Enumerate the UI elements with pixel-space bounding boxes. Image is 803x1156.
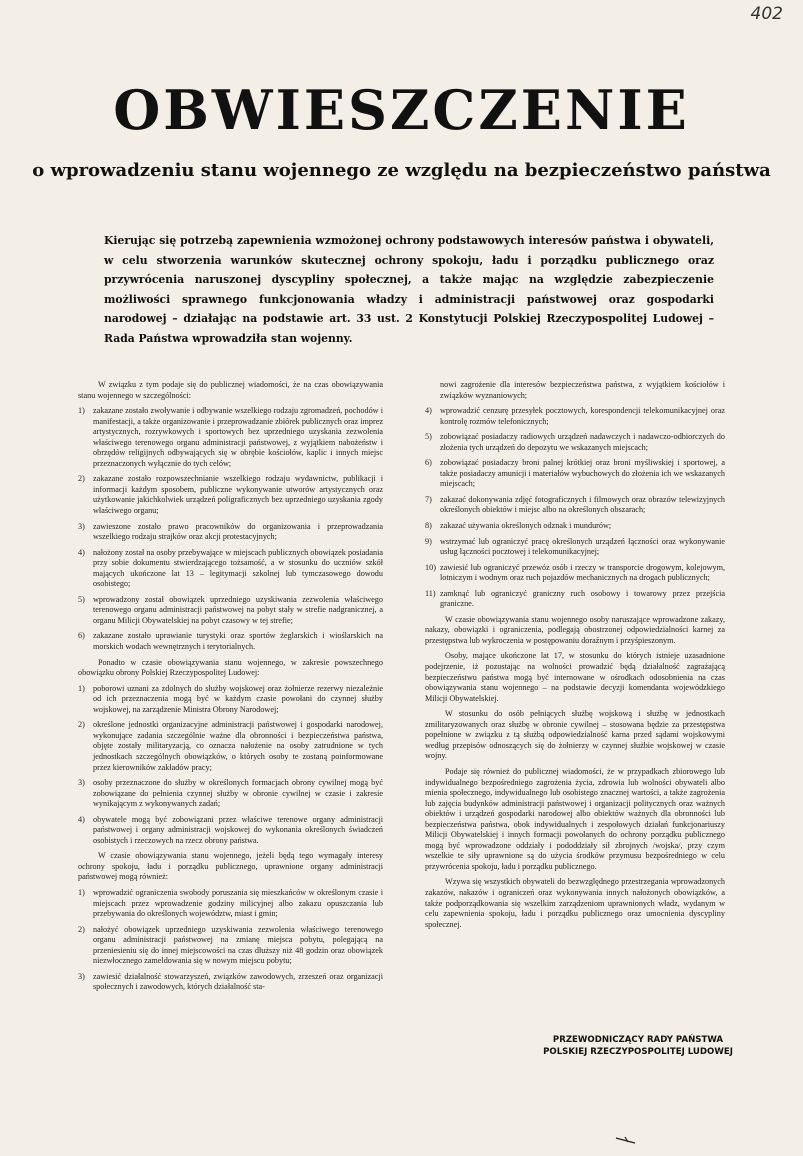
list-item: 9) wstrzymać lub ograniczyć pracę określonych urządzeń łączności oraz wykonywanie usług łączności pocztowej i telekomunikacyjnej;	[425, 536, 725, 557]
left-column	[78, 380, 383, 998]
list-item: 2) nałożyć obowiązek uprzedniego uzyskiwania zezwolenia właściwego terenowego organu administracji państwowej na zmianę miejsca pobytu, polegającą na przeniesieniu się do innej miejscowości na czas dłuższy niż 48 godzin oraz obowiązek niezwłocznego zameldowania się w nowym miejscu pobytu;	[78, 924, 383, 966]
list-item: 6) zobowiązać posiadaczy broni palnej krótkiej oraz broni myśliwskiej i sportowej, a także posiadaczy amunicji i materiałów wybuchowych do złożenia ich we wskazanych miejscach;	[425, 458, 725, 489]
list-item: 4) wprowadzić cenzurę przesyłek pocztowych, korespondencji telekomunikacyjnej oraz kontrolę rozmów telefonicznych;	[425, 406, 725, 426]
left-paragraph-2: Ponadto w czasie obowiązywania stanu wojennego, w zakresie powszechnego obowiązku obrony Polskiej Rzeczypospolitej Ludowej:	[78, 657, 383, 678]
list-item: 1) poborowi uznani za zdolnych do służby wojskowej oraz żołnierze rezerwy niezależnie od ich przeznaczenia mogą być w każdym czasie powołani do czynnej służby wojskowej, na zarządzenie Ministra Obrony Narodowej;	[78, 683, 383, 714]
ink-mark-decoration	[615, 1136, 637, 1144]
document-subtitle: o wprowadzeniu stanu wojennego ze względu na bezpieczeństwo państwa	[32, 160, 771, 181]
list-item: 1) zakazane zostało zwoływanie i odbywanie wszelkiego rodzaju zgromadzeń, pochodów i manifestacji, a także organizowanie i przeprowadzanie zbiórek publicznych oraz imprez artystycznych, rozrywkowych i sportowych bez uprzedniego uzyskania zezwolenia właściwego terenowego organu administracji państwowej, z wyjątkiem nabożeństw i obrzędów religijnych odbywających się w obrębie kościołów, kaplic i innych miejsc przeznaczonych wyłącznie do tych celów;	[78, 406, 383, 468]
signature-line-1: PRZEWODNICZĄCY RADY PAŃSTWA	[552, 1035, 724, 1045]
right-paragraph-1: W czasie obowiązywania stanu wojennego osoby naruszające wprowadzone zakazy, nakazy, obowiązki i ograniczenia, podlegają obostrzonej odpowiedzialności karnej za przestępstwa lub wykroczenia w postępowaniu doraźnym i przyśpieszonym.	[425, 614, 725, 645]
right-paragraph-4: Podaje się również do publicznej wiadomości, że w przypadkach zbiorowego lub indywidualnego bezpośredniego zagrożenia życia, zdrowia lub wolności obywateli albo mienia społecznego, indywidualnego lub osobistego znacznej wartości, a także zagrożenia lub zajęcia budynków administracji państwowej i organizacji politycznych oraz ważnych obiektów i urządzeń gospodarki narodowej albo obiektów ważnych dla obronności lub bezpieczeństwa państwa, obok indywidualnych i zespołowych działań funkcjonariuszy Milicji Obywatelskiej i innych formacji powołanych do ochrony porządku publicznego mogą być wprowadzone oddziały i pododdziały sił zbrojnych /wojska/, przy czym wszelkie te siły uprawnione są do użycia środków przymusu bezpośredniego w celu przywrócenia spokoju, ładu i porządku publicznego.	[425, 766, 725, 871]
list-item: 3) zawieszone zostało prawo pracowników do organizowania i przeprowadzania wszelkiego rodzaju strajków oraz akcji protestacyjnych;	[78, 521, 383, 542]
right-paragraph-5: Wzywa się wszystkich obywateli do bezwzględnego przestrzegania wprowadzonych zakazów, nakazów i ograniczeń oraz wykonywania innych nałożonych obowiązków, a także podporządkowania się wszelkim zarządzeniom uprawnionych władz, wydanym w celu zapewnienia spokoju, ładu i porządku publicznego oraz umocnienia dyscypliny społecznej.	[425, 877, 725, 929]
list-item: 11) zamknąć lub ograniczyć graniczny ruch osobowy i towarowy przez przejścia graniczne.	[425, 588, 725, 609]
archive-reference-number: 402	[750, 4, 783, 24]
intro-paragraph: Kierując się potrzebą zapewnienia wzmożonej ochrony podstawowych interesów państwa i obywateli, w celu stworzenia warunków skutecznej ochrony spokoju, ładu i porządku publicznego oraz przywrócenia naruszonej dyscypliny społecznej, a także mając na względzie zabezpieczenie możliwości sprawnego funkcjonowania władzy i administracji państwowej oraz gospodarki narodowej – działając na podstawie art. 33 ust. 2 Konstytucji Polskiej Rzeczypospolitej Ludowej – Rada Państwa wprowadziła stan wojenny.	[104, 234, 714, 345]
list-item: 3) zawiesić działalność stowarzyszeń, związków zawodowych, zrzeszeń oraz organizacji społecznych i zawodowych, których działalność sta-	[78, 971, 383, 992]
list-item: 5) zobowiązać posiadaczy radiowych urządzeń nadawczych i nadawczo-odbiorczych do złożenia tych urządzeń do depozytu we wskazanych miejscach;	[425, 432, 725, 452]
list-item: 10) zawiesić lub ograniczyć przewóz osób i rzeczy w transporcie drogowym, kolejowym, lotniczym i wodnym oraz ruch pojazdów mechanicznych na drogach publicznych;	[425, 562, 725, 583]
list-item: 5) wprowadzony został obowiązek uprzedniego uzyskiwania zezwolenia właściwego terenowego organu administracji państwowej na pobyt stały w strefie nadgranicznej, a organu Milicji Obywatelskiej na pobyt czasowy w tej strefie;	[78, 594, 383, 625]
list-item: 2) zakazane zostało rozpowszechnianie wszelkiego rodzaju wydawnictw, publikacji i informacji każdym sposobem, publiczne wykonywanie utworów artystycznych oraz użytkowanie jakichkolwiek urządzeń poligraficznych bez uprzedniego uzyskania zgody właściwego organu;	[78, 474, 383, 516]
document-title: OBWIESZCZENIE	[113, 78, 690, 142]
list-item: 6) zakazane zostało uprawianie turystyki oraz sportów żeglarskich i wioślarskich na morskich wodach wewnętrznych i terytorialnych.	[78, 631, 383, 652]
list-item: 7) zakazać dokonywania zdjęć fotograficznych i filmowych oraz obrazów telewizyjnych określonych obiektów i miejsc albo na określonych obszarach;	[425, 494, 725, 515]
list-item: 4) nałożony został na osoby przebywające w miejscach publicznych obowiązek posiadania przy sobie dokumentu stwierdzającego tożsamość, a w stosunku do uczniów szkół mających ukończone lat 13 – legitymacji szkolnej lub tymczasowego dowodu osobistego;	[78, 547, 383, 589]
left-paragraph-1: W związku z tym podaje się do publicznej wiadomości, że na czas obowiązywania stanu wojennego w szczególności:	[78, 380, 383, 400]
list-item: 8) zakazać używania określonych odznak i mundurów;	[425, 521, 612, 531]
list-item: 2) określone jednostki organizacyjne administracji państwowej i gospodarki narodowej, wykonujące zadania szczególnie ważne dla obronności i bezpieczeństwa państwa, objęte zostały militaryzacją, co oznacza nałożenie na osoby zatrudnione w tych jednostkach szczególnych obowiązków, o których osoby te zostaną poinformowane przez kierowników zakładów pracy;	[78, 720, 383, 772]
list-item: 3) osoby przeznaczone do służby w określonych formacjach obrony cywilnej mogą być zobowiązane do pełnienia czynnej służby w obronie cywilnej w czasie i zakresie wynikającym z wykonywanych zadań;	[78, 778, 383, 809]
left-paragraph-3: W czasie obowiązywania stanu wojennego, jeżeli będą tego wymagały interesy ochrony spokoju, ładu i porządku publicznego, uprawnione organy administracji państwowej mogą również:	[78, 851, 383, 882]
right-paragraph-2: Osoby, mające ukończone lat 17, w stosunku do których istnieje uzasadnione podejrzenie, iż pozostając na wolności prowadzić będą działalność zagrażającą bezpieczeństwu państwa mogą być internowane w ośrodkach odosobnienia na czas obowiązywania stanu wojennego – na podstawie decyzji komendanta wojewódzkiego Milicji Obywatelskiej.	[425, 651, 725, 703]
signature-line-2: POLSKIEJ RZECZYPOSPOLITEJ LUDOWEJ	[543, 1047, 733, 1057]
right-column	[425, 380, 725, 935]
list-item-continuation: nowi zagrożenie dla interesów bezpieczeństwa państwa, z wyjątkiem kościołów i związków wyznaniowych;	[440, 380, 725, 400]
list-item: 1) wprowadzić ograniczenia swobody poruszania się mieszkańców w określonym czasie i miejscach przez wprowadzenie godziny milicyjnej albo zakazu opuszczania lub przebywania do określonych województw, miast i gmin;	[78, 887, 383, 919]
right-paragraph-3: W stosunku do osób pełniących służbę wojskową i służbę w jednostkach zmilitaryzowanych oraz służbę w obronie cywilnej – stosowana będzie za przestępstwa popełnione w związku z tą służbą odpowiedzialność karna przed sądami wojskowymi według przepisów odnoszących się do żołnierzy w czynnej służbie wojskowej w czasie wojny.	[425, 709, 725, 761]
signature-block	[528, 1034, 748, 1058]
list-item: 4) obywatele mogą być zobowiązani przez właściwe terenowe organy administracji państwowej i organy administracji wojskowej do wykonania określonych świadczeń osobistych i rzeczowych na rzecz obrony państwa.	[78, 814, 383, 845]
